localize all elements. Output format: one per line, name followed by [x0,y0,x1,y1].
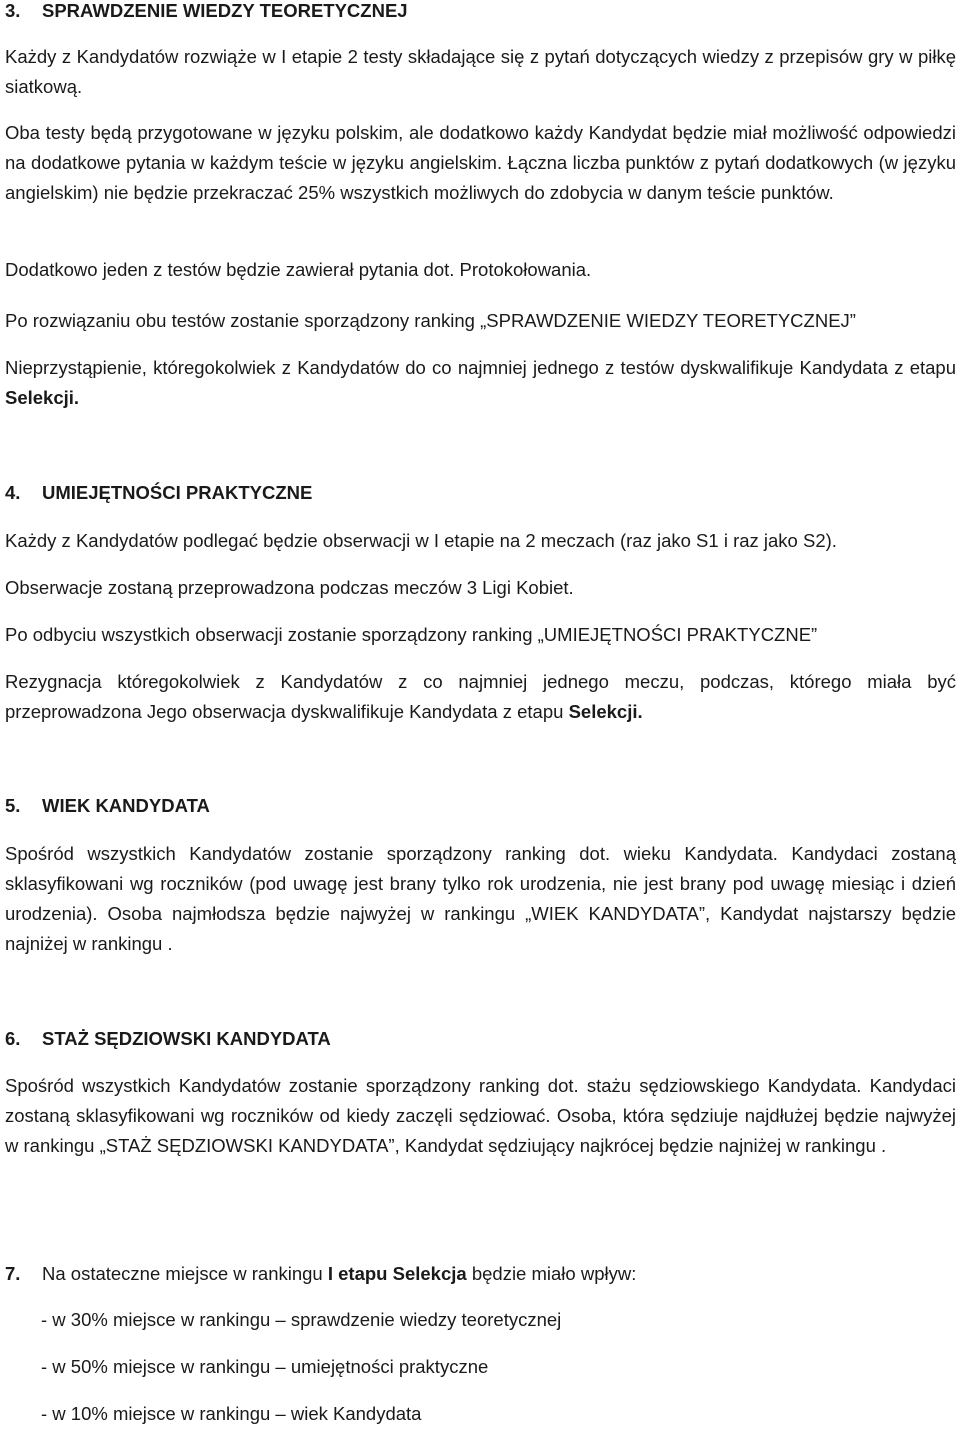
section-number: 3. [5,0,21,21]
section-5-heading [5,791,956,821]
s4-paragraph-2: Obserwacje zostaną przeprowadzona podczas meczów 3 Ligi Kobiet. [5,577,574,598]
section-4-heading [5,478,956,508]
section-3-heading [5,0,956,26]
section-title: UMIEJĘTNOŚCI PRAKTYCZNE [42,482,313,503]
s3-paragraph-5-text: Nieprzystąpienie, któregokolwiek z Kandydatów do co najmniej jednego z testów dyskwalifikuje Kandydata z etapu [5,357,956,378]
s3-paragraph-3: Dodatkowo jeden z testów będzie zawierał pytania dot. Protokołowania. [5,259,592,280]
list-item: - w 50% miejsce w rankingu – umiejętności praktyczne [41,1356,489,1377]
s4-paragraph-4 [5,667,956,727]
s3-paragraph-5-bold: Selekcji. [5,387,80,408]
section-number: 4. [5,482,21,503]
section-6-heading [5,1024,956,1054]
list-item: - w 30% miejsce w rankingu – sprawdzenie wiedzy teoretycznej [41,1309,562,1330]
s5-paragraph-1: Spośród wszystkich Kandydatów zostanie sporządzony ranking dot. wieku Kandydata. Kandydaci zostaną sklasyfikowani wg roczników (pod uwagę jest brany tylko rok urodzenia, nie jest brany pod uwagę miesiąc i dzień urodzenia). Osoba najmłodsza będzie najwyżej w rankingu „WIEK KANDYDATA”, Kandydat najstarszy będzie najniżej w rankingu . [5,843,956,954]
section-number: 6. [5,1028,21,1049]
section-number: 5. [5,795,21,816]
s4-paragraph-3: Po odbyciu wszystkich obserwacji zostanie sporządzony ranking „UMIEJĘTNOŚCI PRAKTYCZNE” [5,624,818,645]
section-title: WIEK KANDYDATA [42,795,210,816]
section-title: STAŻ SĘDZIOWSKI KANDYDATA [42,1028,331,1049]
s3-paragraph-2: Oba testy będą przygotowane w języku polskim, ale dodatkowo każdy Kandydat będzie miał możliwość odpowiedzi na dodatkowe pytania w każdym teście w języku angielskim. Łączna liczba punktów z pytań dodatkowych (w języku angielskim) nie będzie przekraczać 25% wszystkich możliwych do zdobycia w danym teście punktów. [5,122,956,203]
s7-intro-tail: będzie miało wpływ: [466,1263,637,1284]
s7-intro-bold: I etapu Selekcja [327,1263,467,1284]
s3-paragraph-4: Po rozwiązaniu obu testów zostanie sporządzony ranking „SPRAWDZENIE WIEDZY TEORETYCZNEJ” [5,310,856,331]
s4-paragraph-4-bold: Selekcji. [568,701,643,722]
list-item: - w 10% miejsce w rankingu – wiek Kandydata [41,1403,422,1424]
s4-paragraph-4-text: Rezygnacja któregokolwiek z Kandydatów z co najmniej jednego meczu, podczas, którego miała być przeprowadzona Jego obserwacja dyskwalifikuje Kandydata z etapu [5,671,956,722]
s3-paragraph-5 [5,353,956,413]
s7-intro-text: Na ostateczne miejsce w rankingu [42,1263,328,1284]
s4-paragraph-1: Każdy z Kandydatów podlegać będzie obserwacji w I etapie na 2 meczach (raz jako S1 i raz jako S2). [5,530,837,551]
s3-paragraph-1: Każdy z Kandydatów rozwiąże w I etapie 2 testy składające się z pytań dotyczących wiedzy z przepisów gry w piłkę siatkową. [5,46,956,97]
s6-paragraph-1: Spośród wszystkich Kandydatów zostanie sporządzony ranking dot. stażu sędziowskiego Kandydata. Kandydaci zostaną sklasyfikowani wg roczników od kiedy zaczęli sędziować. Osoba, która sędziuje najdłużej będzie najwyżej w rankingu „STAŻ SĘDZIOWSKI KANDYDATA”, Kandydat sędziujący najkrócej będzie najniżej w rankingu . [5,1075,956,1156]
section-title: SPRAWDZENIE WIEDZY TEORETYCZNEJ [42,0,408,21]
section-number: 7. [5,1263,21,1284]
section-7-intro [5,1259,956,1289]
